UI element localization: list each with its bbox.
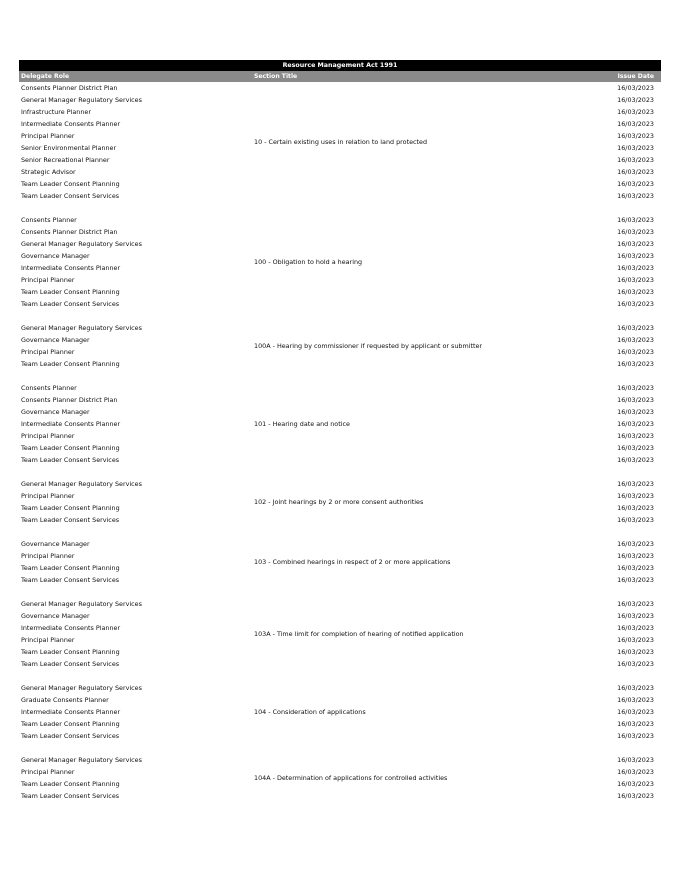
issue-date-cell: 16/03/2023 — [617, 696, 654, 704]
group-spacer — [19, 586, 661, 598]
issue-date-cell: 16/03/2023 — [617, 444, 654, 452]
section-title-cell: 104 - Consideration of applications — [254, 708, 366, 716]
issue-date-cell: 16/03/2023 — [617, 420, 654, 428]
issue-date-cell: 16/03/2023 — [617, 216, 654, 224]
delegate-role-cell: Team Leader Consent Planning — [21, 504, 120, 512]
table-body — [19, 82, 661, 802]
issue-date-cell: 16/03/2023 — [617, 264, 654, 272]
section-group — [19, 682, 661, 742]
delegate-role-cell: Governance Manager — [21, 336, 90, 344]
issue-date-cell: 16/03/2023 — [617, 648, 654, 656]
delegate-role-cell: Team Leader Consent Planning — [21, 780, 120, 788]
delegate-role-cell: Governance Manager — [21, 252, 90, 260]
issue-date-cell: 16/03/2023 — [617, 348, 654, 356]
delegate-role-cell: Intermediate Consents Planner — [21, 120, 121, 128]
issue-date-cell: 16/03/2023 — [617, 240, 654, 248]
delegate-role-cell: Team Leader Consent Services — [21, 732, 120, 740]
table-row — [19, 682, 661, 694]
issue-date-cell: 16/03/2023 — [617, 516, 654, 524]
section-group — [19, 82, 661, 202]
issue-date-cell: 16/03/2023 — [617, 84, 654, 92]
table-row — [19, 298, 661, 310]
table-row — [19, 754, 661, 766]
issue-date-cell: 16/03/2023 — [617, 708, 654, 716]
delegate-role-cell: Intermediate Consents Planner — [21, 624, 121, 632]
issue-date-cell: 16/03/2023 — [617, 120, 654, 128]
issue-date-cell: 16/03/2023 — [617, 480, 654, 488]
delegate-role-cell: Principal Planner — [21, 348, 75, 356]
section-group — [19, 214, 661, 310]
delegate-role-cell: Principal Planner — [21, 552, 75, 560]
table-title: Resource Management Act 1991 — [19, 60, 661, 71]
table-row — [19, 730, 661, 742]
issue-date-cell: 16/03/2023 — [617, 192, 654, 200]
issue-date-cell: 16/03/2023 — [617, 108, 654, 116]
issue-date-cell: 16/03/2023 — [617, 564, 654, 572]
section-title-cell: 100 - Obligation to hold a hearing — [254, 258, 363, 266]
delegate-role-cell: Governance Manager — [21, 408, 90, 416]
section-group — [19, 598, 661, 670]
group-spacer — [19, 202, 661, 214]
delegate-role-cell: Principal Planner — [21, 768, 75, 776]
table-row — [19, 214, 661, 226]
delegate-role-cell: Consents Planner — [21, 384, 77, 392]
issue-date-cell: 16/03/2023 — [617, 180, 654, 188]
group-spacer — [19, 526, 661, 538]
table-row — [19, 118, 661, 130]
table-row — [19, 454, 661, 466]
table-row — [19, 226, 661, 238]
table-row — [19, 430, 661, 442]
issue-date-cell: 16/03/2023 — [617, 684, 654, 692]
group-spacer — [19, 370, 661, 382]
issue-date-cell: 16/03/2023 — [617, 252, 654, 260]
issue-date-cell: 16/03/2023 — [617, 276, 654, 284]
issue-date-cell: 16/03/2023 — [617, 576, 654, 584]
delegate-role-cell: Senior Recreational Planner — [21, 156, 110, 164]
issue-date-cell: 16/03/2023 — [617, 492, 654, 500]
delegate-role-cell: Intermediate Consents Planner — [21, 264, 121, 272]
delegate-role-cell: General Manager Regulatory Services — [21, 684, 142, 692]
table-row — [19, 538, 661, 550]
delegate-role-cell: Intermediate Consents Planner — [21, 708, 121, 716]
section-title-cell: 102 - Joint hearings by 2 or more consent authorities — [254, 498, 424, 506]
delegate-role-cell: Team Leader Consent Services — [21, 576, 120, 584]
delegate-role-cell: Team Leader Consent Planning — [21, 564, 120, 572]
delegate-role-cell: General Manager Regulatory Services — [21, 480, 142, 488]
issue-date-cell: 16/03/2023 — [617, 144, 654, 152]
delegate-role-cell: Team Leader Consent Services — [21, 792, 120, 800]
delegate-role-cell: Governance Manager — [21, 540, 90, 548]
delegate-role-cell: Team Leader Consent Services — [21, 192, 120, 200]
issue-date-cell: 16/03/2023 — [617, 540, 654, 548]
delegations-table — [19, 60, 661, 802]
issue-date-cell: 16/03/2023 — [617, 792, 654, 800]
issue-date-cell: 16/03/2023 — [617, 300, 654, 308]
delegate-role-cell: Team Leader Consent Planning — [21, 444, 120, 452]
delegate-role-cell: Strategic Advisor — [21, 168, 76, 176]
issue-date-cell: 16/03/2023 — [617, 600, 654, 608]
group-spacer — [19, 466, 661, 478]
issue-date-cell: 16/03/2023 — [617, 288, 654, 296]
section-group — [19, 322, 661, 370]
table-row — [19, 274, 661, 286]
section-title-cell: 100A - Hearing by commissioner if requested by applicant or submitter — [254, 342, 483, 350]
section-title-cell: 101 - Hearing date and notice — [254, 420, 350, 428]
issue-date-cell: 16/03/2023 — [617, 228, 654, 236]
delegate-role-cell: Consents Planner — [21, 216, 77, 224]
delegate-role-cell: Senior Environmental Planner — [21, 144, 117, 152]
column-header-delegate-role: Delegate Role — [21, 73, 70, 80]
table-header-row — [19, 71, 661, 82]
column-header-issue-date: Issue Date — [617, 73, 654, 80]
section-group — [19, 538, 661, 586]
group-spacer — [19, 742, 661, 754]
delegate-role-cell: Team Leader Consent Planning — [21, 288, 120, 296]
delegate-role-cell: Governance Manager — [21, 612, 90, 620]
table-row — [19, 382, 661, 394]
issue-date-cell: 16/03/2023 — [617, 324, 654, 332]
table-row — [19, 190, 661, 202]
table-row — [19, 166, 661, 178]
table-row — [19, 178, 661, 190]
table-row — [19, 718, 661, 730]
issue-date-cell: 16/03/2023 — [617, 336, 654, 344]
delegate-role-cell: Consents Planner District Plan — [21, 84, 118, 92]
table-row — [19, 514, 661, 526]
issue-date-cell: 16/03/2023 — [617, 768, 654, 776]
delegate-role-cell: Principal Planner — [21, 276, 75, 284]
issue-date-cell: 16/03/2023 — [617, 612, 654, 620]
delegate-role-cell: Principal Planner — [21, 492, 75, 500]
table-row — [19, 598, 661, 610]
group-spacer — [19, 670, 661, 682]
delegate-role-cell: Team Leader Consent Services — [21, 516, 120, 524]
issue-date-cell: 16/03/2023 — [617, 132, 654, 140]
section-title-cell: 103 - Combined hearings in respect of 2 or more applications — [254, 558, 451, 566]
section-group — [19, 382, 661, 466]
issue-date-cell: 16/03/2023 — [617, 456, 654, 464]
table-row — [19, 442, 661, 454]
delegate-role-cell: General Manager Regulatory Services — [21, 756, 142, 764]
delegate-role-cell: Team Leader Consent Services — [21, 660, 120, 668]
delegate-role-cell: Consents Planner District Plan — [21, 228, 118, 236]
section-group — [19, 754, 661, 802]
table-row — [19, 358, 661, 370]
issue-date-cell: 16/03/2023 — [617, 408, 654, 416]
delegate-role-cell: General Manager Regulatory Services — [21, 240, 142, 248]
delegate-role-cell: General Manager Regulatory Services — [21, 324, 142, 332]
table-row — [19, 322, 661, 334]
section-group — [19, 478, 661, 526]
table-row — [19, 478, 661, 490]
issue-date-cell: 16/03/2023 — [617, 552, 654, 560]
issue-date-cell: 16/03/2023 — [617, 624, 654, 632]
issue-date-cell: 16/03/2023 — [617, 384, 654, 392]
delegate-role-cell: Infrastructure Planner — [21, 108, 91, 116]
delegate-role-cell: Team Leader Consent Services — [21, 456, 120, 464]
delegate-role-cell: Intermediate Consents Planner — [21, 420, 121, 428]
issue-date-cell: 16/03/2023 — [617, 168, 654, 176]
delegate-role-cell: Team Leader Consent Planning — [21, 648, 120, 656]
issue-date-cell: 16/03/2023 — [617, 636, 654, 644]
table-row — [19, 406, 661, 418]
issue-date-cell: 16/03/2023 — [617, 156, 654, 164]
group-spacer — [19, 310, 661, 322]
table-row — [19, 394, 661, 406]
table-row — [19, 574, 661, 586]
issue-date-cell: 16/03/2023 — [617, 396, 654, 404]
delegate-role-cell: General Manager Regulatory Services — [21, 96, 142, 104]
delegate-role-cell: Team Leader Consent Services — [21, 300, 120, 308]
issue-date-cell: 16/03/2023 — [617, 432, 654, 440]
issue-date-cell: 16/03/2023 — [617, 780, 654, 788]
delegate-role-cell: Principal Planner — [21, 432, 75, 440]
column-header-section-title: Section Title — [254, 73, 298, 80]
table-row — [19, 694, 661, 706]
table-row — [19, 82, 661, 94]
table-row — [19, 610, 661, 622]
table-row — [19, 106, 661, 118]
delegate-role-cell: Team Leader Consent Planning — [21, 360, 120, 368]
delegate-role-cell: Principal Planner — [21, 132, 75, 140]
issue-date-cell: 16/03/2023 — [617, 660, 654, 668]
table-row — [19, 790, 661, 802]
delegate-role-cell: Team Leader Consent Planning — [21, 720, 120, 728]
section-title-cell: 103A - Time limit for completion of hearing of notified application — [254, 630, 464, 638]
table-row — [19, 94, 661, 106]
delegate-role-cell: Consents Planner District Plan — [21, 396, 118, 404]
table-row — [19, 154, 661, 166]
issue-date-cell: 16/03/2023 — [617, 720, 654, 728]
issue-date-cell: 16/03/2023 — [617, 360, 654, 368]
table-row — [19, 646, 661, 658]
delegate-role-cell: Principal Planner — [21, 636, 75, 644]
section-title-cell: 104A - Determination of applications for controlled activities — [254, 774, 448, 782]
issue-date-cell: 16/03/2023 — [617, 504, 654, 512]
issue-date-cell: 16/03/2023 — [617, 96, 654, 104]
delegate-role-cell: Graduate Consents Planner — [21, 696, 109, 704]
issue-date-cell: 16/03/2023 — [617, 756, 654, 764]
issue-date-cell: 16/03/2023 — [617, 732, 654, 740]
table-row — [19, 286, 661, 298]
section-title-cell: 10 - Certain existing uses in relation to land protected — [254, 138, 428, 146]
delegate-role-cell: Team Leader Consent Planning — [21, 180, 120, 188]
table-row — [19, 658, 661, 670]
table-row — [19, 238, 661, 250]
delegate-role-cell: General Manager Regulatory Services — [21, 600, 142, 608]
